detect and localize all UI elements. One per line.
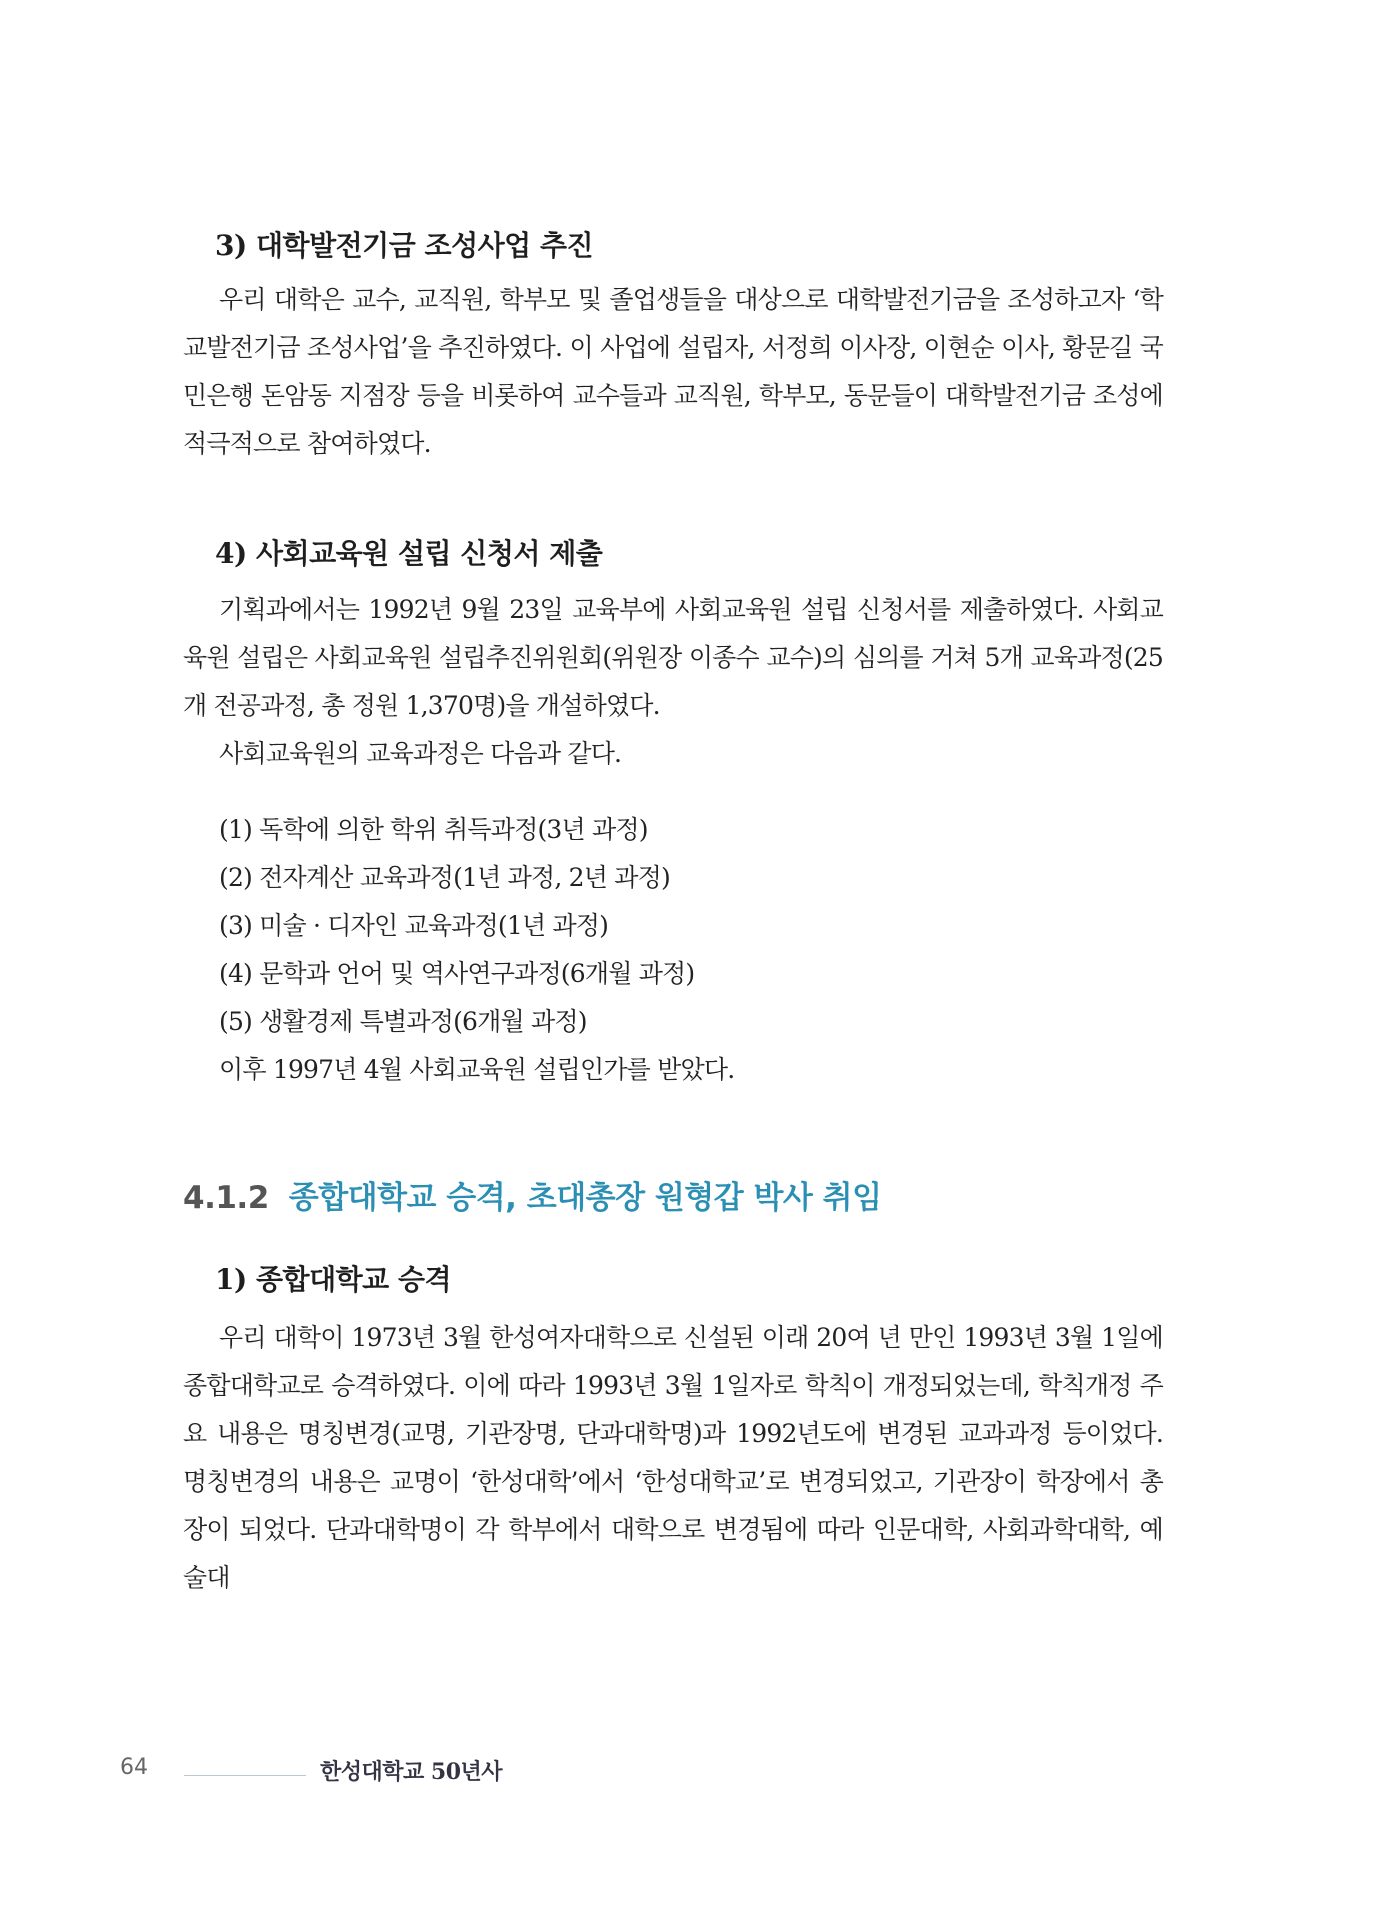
list-item: (2) 전자계산 교육과정(1년 과정, 2년 과정): [219, 863, 670, 892]
page-number: 64: [120, 1755, 148, 1780]
curriculum-list: [219, 806, 1163, 1046]
subsection-title-fund: 3) 대학발전기금 조성사업 추진: [215, 229, 594, 262]
section-heading: [183, 1176, 1163, 1220]
subsection-title-university: 1) 종합대학교 승격: [215, 1263, 452, 1296]
list-item: (5) 생활경제 특별과정(6개월 과정): [219, 1007, 587, 1036]
list-item: (3) 미술 · 디자인 교육과정(1년 과정): [219, 911, 609, 940]
list-item: (4) 문학과 언어 및 역사연구과정(6개월 과정): [219, 959, 695, 988]
page-footer: [120, 1755, 720, 1795]
paragraph-fund: 우리 대학은 교수, 교직원, 학부모 및 졸업생들을 대상으로 대학발전기금을 조성하고자 ‘학교발전기금 조성사업’을 추진하였다. 이 사업에 설립자, 서정희 이사장, 이현순 이사, 황문길 국민은행 돈암동 지점장 등을 비롯하여 교수들과 교직원, 학부모, 동문들이 대학발전기금 조성에 적극적으로 참여하였다.: [183, 285, 1163, 458]
page-content: [183, 226, 1163, 1602]
section-title: 종합대학교 승격, 초대총장 원형갑 박사 취임: [288, 1180, 882, 1216]
section-number: 4.1.2: [183, 1180, 269, 1216]
footer-divider: [184, 1775, 306, 1776]
subsection-title-lifelong-education: 4) 사회교육원 설립 신청서 제출: [215, 537, 603, 570]
paragraph-lifelong-education: 기획과에서는 1992년 9월 23일 교육부에 사회교육원 설립 신청서를 제출하였다. 사회교육원 설립은 사회교육원 설립추진위원회(위원장 이종수 교수)의 심의를 거쳐 5개 교육과정(25개 전공과정, 총 정원 1,370명)을 개설하였다.: [183, 595, 1163, 720]
paragraph-university: 우리 대학이 1973년 3월 한성여자대학으로 신설된 이래 20여 년 만인 1993년 3월 1일에 종합대학교로 승격하였다. 이에 따라 1993년 3월 1일자로 학칙이 개정되었는데, 학칙개정 주요 내용은 명칭변경(교명, 기관장명, 단과대학명)과 1992년도에 변경된 교과과정 등이었다. 명칭변경의 내용은 교명이 ‘한성대학’에서 ‘한성대학교’로 변경되었고, 기관장이 학장에서 총장이 되었다. 단과대학명이 각 학부에서 대학으로 변경됨에 따라 인문대학, 사회과학대학, 예술대: [183, 1323, 1163, 1592]
paragraph-curriculum-intro: 사회교육원의 교육과정은 다음과 같다.: [219, 739, 622, 768]
list-item: (1) 독학에 의한 학위 취득과정(3년 과정): [219, 815, 648, 844]
paragraph-approval: 이후 1997년 4월 사회교육원 설립인가를 받았다.: [219, 1055, 735, 1084]
book-title: 한성대학교 50년사: [320, 1759, 503, 1785]
